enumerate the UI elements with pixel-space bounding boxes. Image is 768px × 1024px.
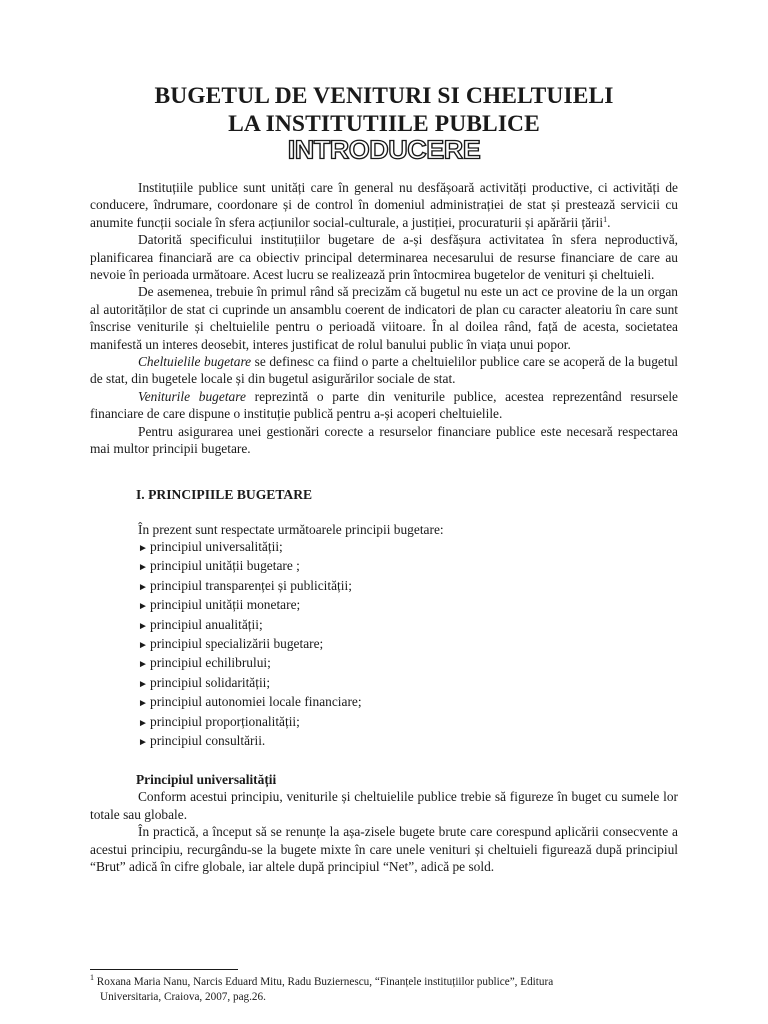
principle-label: principiul specializării bugetare; xyxy=(150,635,324,651)
intro-paragraph-3: De asemenea, trebuie în primul rând să precizăm că bugetul nu este un act ce provine de la un organ al autorităților de stat ci cuprinde un ansamblu coerent de indicatori de plan cu caracter aleatoriu în care sunt înscrise veniturile și cheltuielile pentru o perioadă viitoare. În al doilea rând, față de acesta, societatea manifestă un interes deosebit, interes justificat de rolul banului public în viața unui popor. xyxy=(90,284,678,352)
universalitate-paragraph-2: În practică, a început să se renunțe la așa-zisele bugete brute care corespund aplicării consecvente a acestui principiu, recurgându-se la bugete mixte în care unele venituri și cheltuieli figurează după principiul “Brut” adică în cifre globale, iar altele după principiul “Net”, adică pe sold. xyxy=(90,824,678,874)
principle-label: principiul consultării. xyxy=(150,732,266,748)
principle-label: principiul echilibrului; xyxy=(150,655,271,671)
subtitle-container xyxy=(90,135,678,167)
principle-list-item xyxy=(138,674,678,693)
principle-label: principiul unității bugetare ; xyxy=(150,558,300,574)
principle-list-item xyxy=(138,577,678,596)
principle-label: principiul transparenței și publicității; xyxy=(150,577,352,593)
right-triangle-arrow-icon: ► xyxy=(138,542,148,554)
principle-label: principiul anualității; xyxy=(150,616,263,632)
intro-paragraph-5-text: reprezintă o parte din veniturile publice, acestea reprezentând resursele financiare de care dispune o instituție publică pentru a-și acoperi cheltuielile. xyxy=(90,388,679,422)
principle-list-item xyxy=(138,557,678,576)
right-triangle-arrow-icon: ► xyxy=(138,620,148,632)
term-venituri-bugetare: Veniturile bugetare xyxy=(138,388,246,404)
intro-paragraph-4-text: se definesc ca fiind o parte a cheltuielilor publice care se acoperă de la bugetul de stat, din bugetele locale și din bugetul asigurărilor sociale de stat. xyxy=(90,354,678,387)
principle-list-item xyxy=(138,693,678,712)
footnote-line-2: Universitaria, Craiova, 2007, pag.26. xyxy=(100,990,266,1003)
intro-paragraph-5 xyxy=(90,388,678,423)
principle-label: principiul autonomiei locale financiare; xyxy=(150,694,362,710)
right-triangle-arrow-icon: ► xyxy=(138,659,148,671)
intro-paragraph-6: Pentru asigurarea unei gestionări corecte a resurselor financiare publice este necesară respectarea mai multor principii bugetare. xyxy=(90,423,678,457)
section-heading-principii: I. PRINCIPIILE BUGETARE xyxy=(136,486,313,502)
principles-list xyxy=(90,538,678,751)
right-triangle-arrow-icon: ► xyxy=(138,601,148,613)
term-cheltuieli-bugetare: Cheltuielile bugetare xyxy=(138,354,252,370)
universalitate-paragraph-1: Conform acestui principiu, veniturile și cheltuielile publice trebie să figureze în buget cu sumele lor totale sau globale. xyxy=(90,789,678,822)
footnote-line-1 xyxy=(90,975,678,990)
footnote-number: 1 xyxy=(90,973,94,982)
heading-principiul-universalitatii: Principiul universalității xyxy=(136,772,277,788)
intro-paragraph-1 xyxy=(90,179,678,231)
principle-label: principiul unității monetare; xyxy=(150,597,301,613)
document-title-line-1: BUGETUL DE VENITURI SI CHELTUIELI xyxy=(154,83,614,109)
principle-label: principiul solidarității; xyxy=(150,674,271,690)
principle-list-item xyxy=(138,713,678,732)
right-triangle-arrow-icon: ► xyxy=(138,717,148,729)
right-triangle-arrow-icon: ► xyxy=(138,678,148,690)
right-triangle-arrow-icon: ► xyxy=(138,736,148,748)
right-triangle-arrow-icon: ► xyxy=(138,581,148,593)
intro-paragraph-4 xyxy=(90,353,678,388)
principle-list-item xyxy=(138,635,678,654)
principle-label: principiul universalității; xyxy=(150,538,283,554)
introducere-heading: INTRODUCERE xyxy=(287,135,481,165)
principles-intro: În prezent sunt respectate următoarele principii bugetare: xyxy=(138,521,444,537)
right-triangle-arrow-icon: ► xyxy=(138,639,148,651)
right-triangle-arrow-icon: ► xyxy=(138,698,148,710)
principle-list-item xyxy=(138,732,678,751)
footnote xyxy=(90,975,678,1004)
principle-label: principiul proporționalității; xyxy=(150,713,300,729)
document-page xyxy=(90,82,678,875)
footnote-text-1: Roxana Maria Nanu, Narcis Eduard Mitu, Radu Buziernescu, “Finanțele instituțiilor publice”, Editura xyxy=(94,976,554,988)
footnote-divider xyxy=(90,969,238,970)
principle-list-item xyxy=(138,538,678,557)
document-title-line-2: LA INSTITUTIILE PUBLICE xyxy=(228,111,540,137)
right-triangle-arrow-icon: ► xyxy=(138,562,148,574)
intro-paragraph-1-end: . xyxy=(607,214,611,230)
intro-paragraph-2: Datorită specificului instituțiilor bugetare de a-și desfășura activitatea în sfera neproductivă, planificarea financiară are ca obiectiv principal determinarea necesarului de resurse financiare de care au nevoie în perioada următoare. Acest lucru se realizează prin întocmirea bugetelor de venituri și cheltuieli. xyxy=(90,232,678,283)
principle-list-item xyxy=(138,616,678,635)
footnote-ref[interactable]: 1 xyxy=(603,214,608,224)
principle-list-item xyxy=(138,654,678,673)
intro-paragraph-1-text: Instituțiile publice sunt unități care în general nu desfășoară activități productive, ci activități de conducere, îndrumare, coordonare și de control în domeniul administrației de stat și prestează servicii cu anumite funcții sociale în sfera acțiunilor social-culturale, a justiției, procuraturii și apărării țării xyxy=(90,180,678,230)
principle-list-item xyxy=(138,596,678,615)
